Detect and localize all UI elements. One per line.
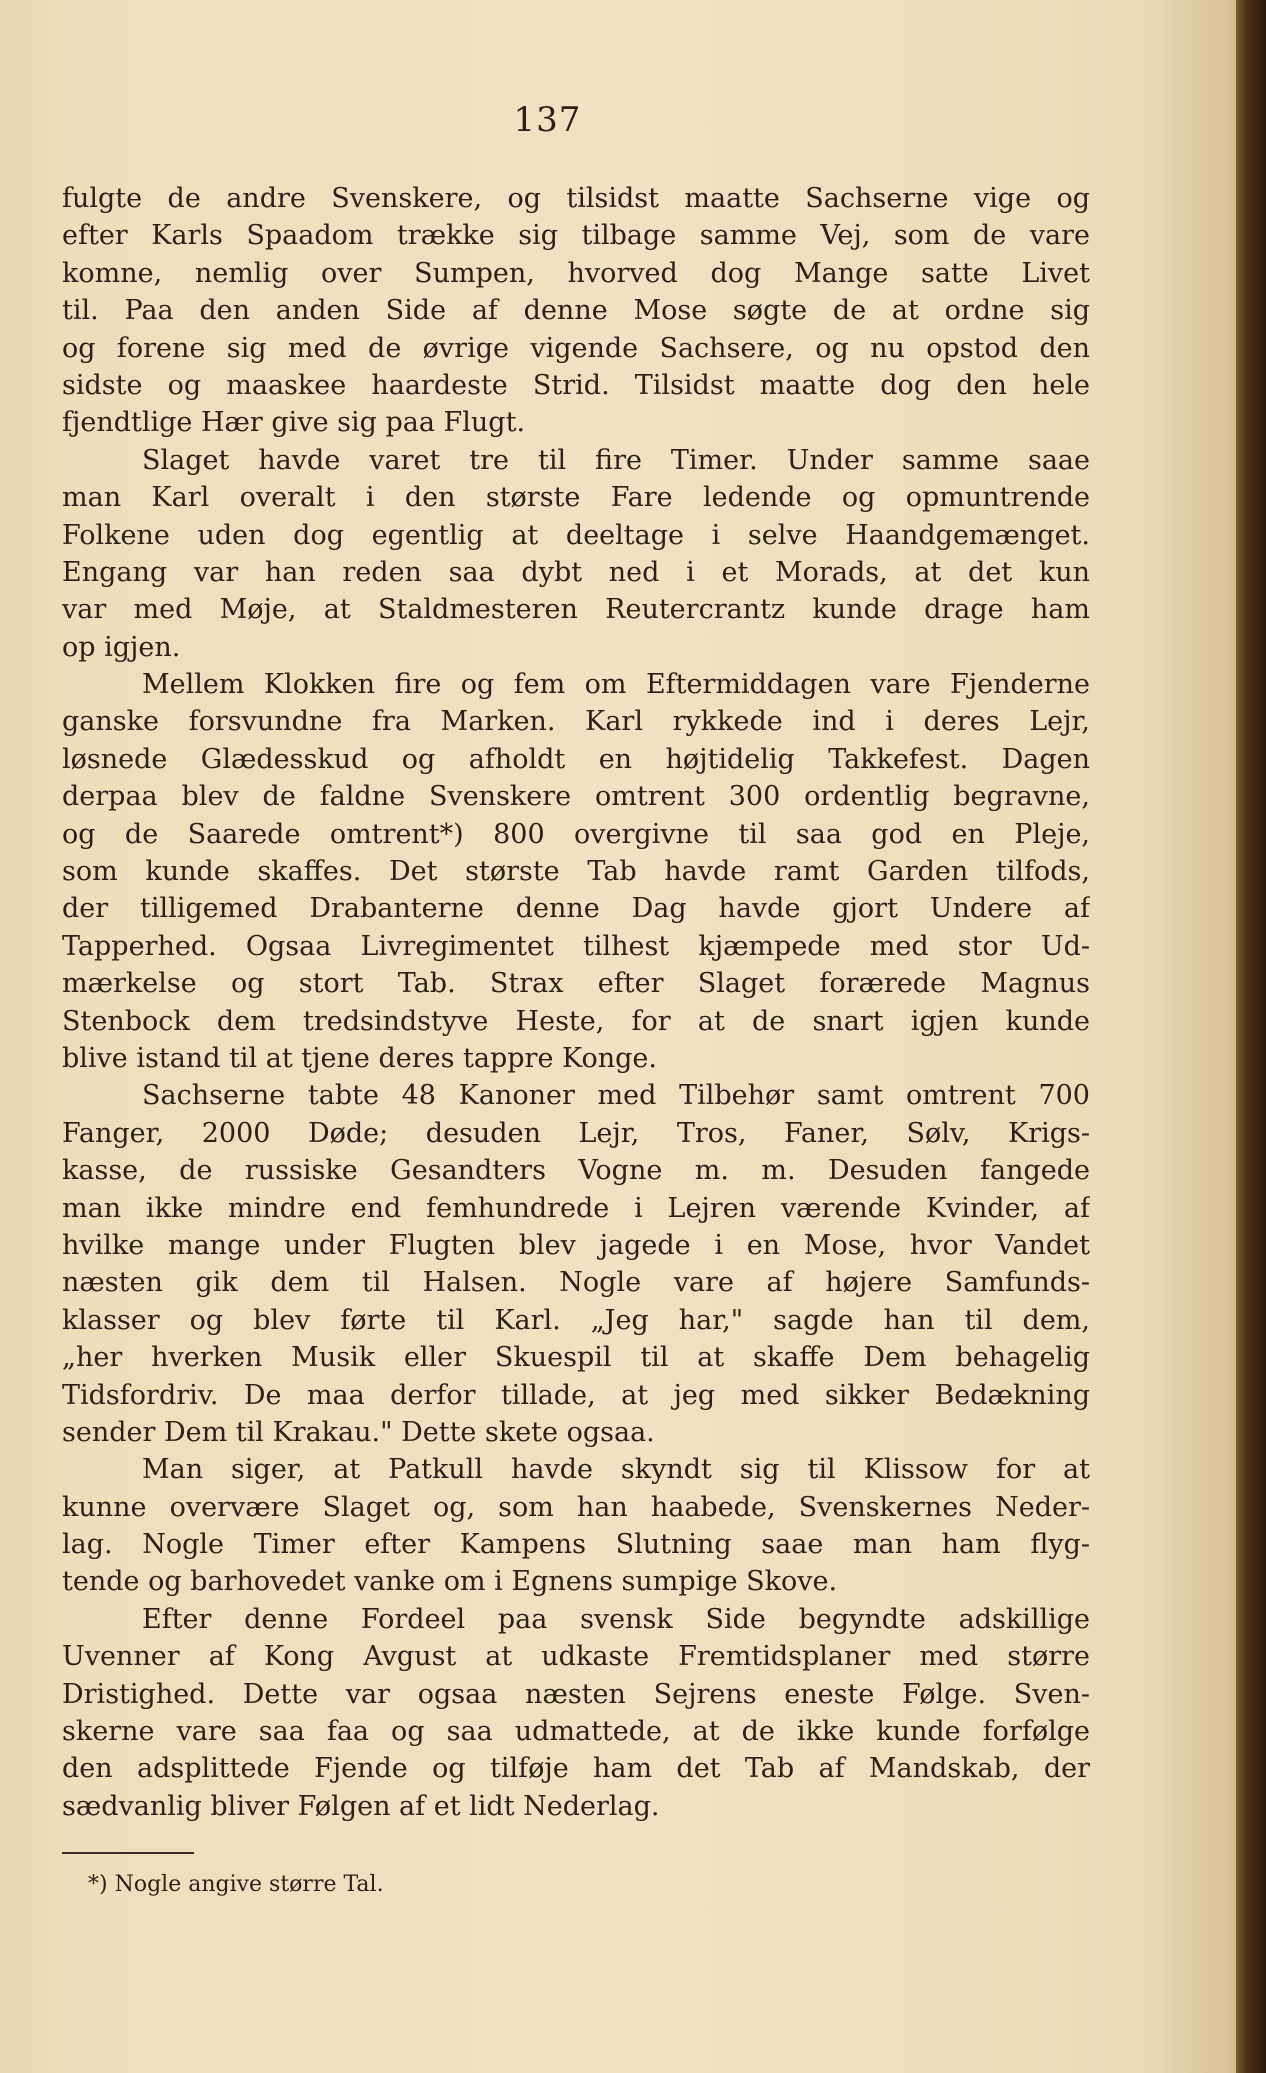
text-line: Folkene uden dog egentlig at deeltage i selve Haandgemænget.	[62, 519, 1090, 551]
text-line: Fanger, 2000 Døde; desuden Lejr, Tros, Faner, Sølv, Krigs-	[62, 1117, 1090, 1149]
text-line: Mellem Klokken fire og fem om Eftermiddagen vare Fjenderne	[142, 669, 1090, 701]
text-line: kunne overvære Slaget og, som han haabede, Svenskernes Neder-	[62, 1491, 1090, 1523]
text-line: skerne vare saa faa og saa udmattede, at de ikke kunde forfølge	[62, 1716, 1090, 1748]
text-line: løsnede Glædesskud og afholdt en højtidelig Takkefest. Dagen	[62, 743, 1090, 775]
text-line: mærkelse og stort Tab. Strax efter Slaget forærede Magnus	[62, 968, 1090, 1000]
text-line: sender Dem til Krakau." Dette skete ogsaa.	[62, 1416, 655, 1448]
text-line: den adsplittede Fjende og tilføje ham det Tab af Mandskab, der	[62, 1753, 1090, 1785]
text-line: komne, nemlig over Sumpen, hvorved dog Mange satte Livet	[62, 257, 1090, 289]
text-line: ganske forsvundne fra Marken. Karl rykkede ind i deres Lejr,	[62, 706, 1090, 738]
text-line: Uvenner af Kong Avgust at udkaste Fremtidsplaner med større	[62, 1641, 1090, 1673]
text-line: efter Karls Spaadom trække sig tilbage samme Vej, som de vare	[62, 220, 1090, 252]
text-line: fjendtlige Hær give sig paa Flugt.	[62, 407, 526, 439]
text-line: Efter denne Fordeel paa svensk Side begyndte adskillige	[142, 1603, 1090, 1635]
text-line: som kunde skaffes. Det største Tab havde ramt Garden tilfods,	[62, 856, 1090, 888]
text-line: næsten gik dem til Halsen. Nogle vare af højere Samfunds-	[62, 1267, 1090, 1299]
text-line: og de Saarede omtrent*) 800 overgivne til saa god en Pleje,	[62, 818, 1090, 850]
text-line: Stenbock dem tredsindstyve Heste, for at de snart igjen kunde	[62, 1005, 1090, 1037]
text-line: man ikke mindre end femhundrede i Lejren værende Kvinder, af	[62, 1192, 1090, 1224]
page-number: 137	[513, 100, 582, 140]
footnote-rule	[62, 1852, 194, 1854]
text-line: til. Paa den anden Side af denne Mose søgte de at ordne sig	[62, 295, 1090, 327]
text-line: Tapperhed. Ogsaa Livregimentet tilhest kjæmpede med stor Ud-	[62, 930, 1090, 962]
text-line: blive istand til at tjene deres tappre Konge.	[62, 1042, 657, 1074]
text-line: Slaget havde varet tre til fire Timer. Under samme saae	[142, 444, 1090, 476]
text-line: Tidsfordriv. De maa derfor tillade, at jeg med sikker Bedækning	[62, 1379, 1090, 1411]
body-text	[62, 180, 1090, 1825]
text-line: lag. Nogle Timer efter Kampens Slutning saae man ham flyg-	[62, 1529, 1090, 1561]
text-line: derpaa blev de faldne Svenskere omtrent 300 ordentlig begravne,	[62, 781, 1090, 813]
text-line: man Karl overalt i den største Fare ledende og opmuntrende	[62, 482, 1090, 514]
text-line: Dristighed. Dette var ogsaa næsten Sejrens eneste Følge. Sven-	[62, 1678, 1090, 1710]
text-line: kasse, de russiske Gesandters Vogne m. m. Desuden fangede	[62, 1155, 1090, 1187]
text-line: Man siger, at Patkull havde skyndt sig til Klissow for at	[142, 1454, 1090, 1486]
text-line: Engang var han reden saa dybt ned i et Morads, at det kun	[62, 556, 1090, 588]
text-line: sædvanlig bliver Følgen af et lidt Nederlag.	[62, 1790, 660, 1822]
text-line: op igjen.	[62, 631, 181, 663]
text-line: fulgte de andre Svenskere, og tilsidst maatte Sachserne vige og	[62, 183, 1090, 214]
text-line: „her hverken Musik eller Skuespil til at skaffe Dem behagelig	[62, 1342, 1090, 1374]
text-line: der tilligemed Drabanterne denne Dag havde gjort Undere af	[62, 893, 1090, 925]
footnote: *) Nogle angive større Tal.	[88, 1872, 384, 1897]
text-line: hvilke mange under Flugten blev jagede i en Mose, hvor Vandet	[62, 1229, 1090, 1261]
book-spine	[1236, 0, 1266, 2073]
text-line: sidste og maaskee haardeste Strid. Tilsidst maatte dog den hele	[62, 369, 1090, 401]
text-line: tende og barhovedet vanke om i Egnens sumpige Skove.	[62, 1566, 838, 1598]
text-line: var med Møje, at Staldmesteren Reutercrantz kunde drage ham	[62, 594, 1090, 626]
text-line: Sachserne tabte 48 Kanoner med Tilbehør samt omtrent 700	[142, 1080, 1090, 1112]
text-line: og forene sig med de øvrige vigende Sachsere, og nu opstod den	[62, 332, 1090, 364]
text-line: klasser og blev førte til Karl. „Jeg har," sagde han til dem,	[62, 1304, 1090, 1336]
